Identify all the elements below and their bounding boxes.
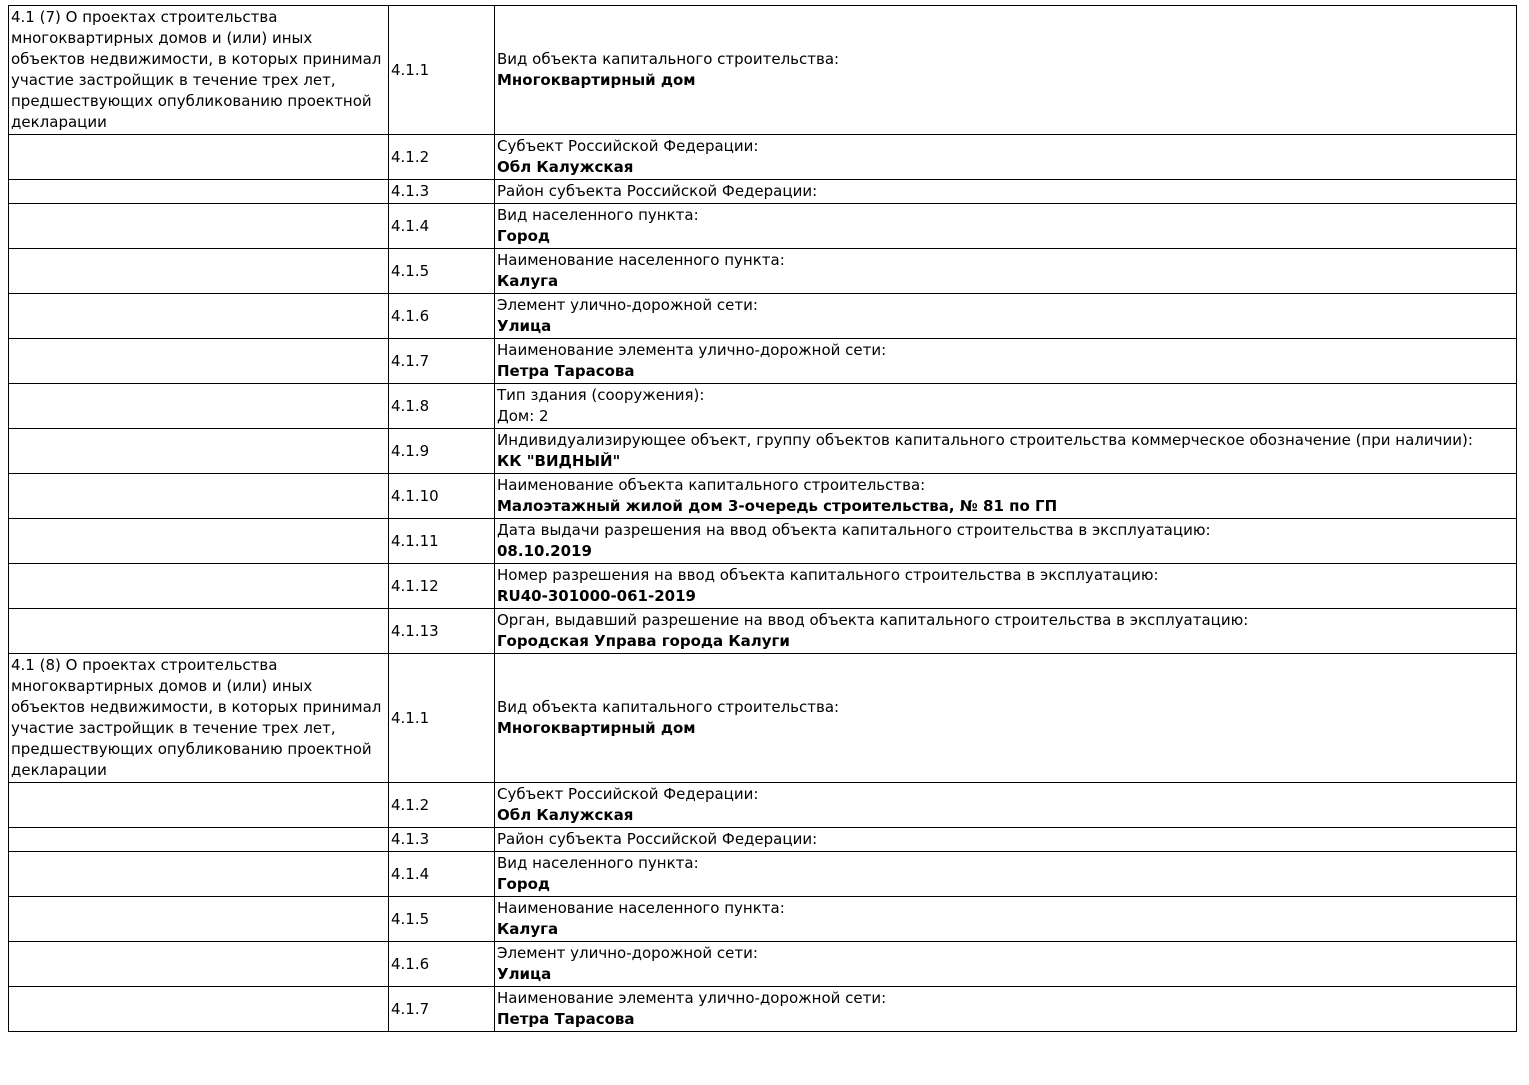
- field-label: Наименование населенного пункта:: [497, 251, 785, 269]
- table-row: [9, 294, 1517, 339]
- table-row: [9, 474, 1517, 519]
- row-number: 4.1.10: [389, 474, 495, 519]
- row-number: 4.1.13: [389, 609, 495, 654]
- row-number: 4.1.4: [389, 204, 495, 249]
- field-value: Городская Управа города Калуги: [497, 632, 790, 650]
- section-description-cell: [9, 474, 389, 519]
- section-description-cell: [9, 852, 389, 897]
- row-content-cell: [495, 564, 1517, 609]
- row-number: 4.1.12: [389, 564, 495, 609]
- field-value: Обл Калужская: [497, 806, 634, 824]
- row-content-cell: [495, 339, 1517, 384]
- table-row: [9, 429, 1517, 474]
- field-value: Улица: [497, 317, 552, 335]
- table-row: [9, 654, 1517, 783]
- row-content-cell: [495, 249, 1517, 294]
- section-description-cell: [9, 339, 389, 384]
- field-label: Субъект Российской Федерации:: [497, 137, 759, 155]
- row-content-cell: [495, 987, 1517, 1032]
- table-row: [9, 339, 1517, 384]
- row-content-cell: [495, 135, 1517, 180]
- table-row: [9, 519, 1517, 564]
- row-number: 4.1.5: [389, 897, 495, 942]
- row-number: 4.1.7: [389, 339, 495, 384]
- row-content-cell: [495, 294, 1517, 339]
- field-value: Калуга: [497, 272, 559, 290]
- field-label: Вид объекта капитального строительства:: [497, 698, 840, 716]
- row-content-cell: [495, 783, 1517, 828]
- field-value: Петра Тарасова: [497, 1010, 635, 1028]
- row-content-cell: [495, 897, 1517, 942]
- table-row: [9, 384, 1517, 429]
- row-number: 4.1.9: [389, 429, 495, 474]
- row-content-cell: [495, 609, 1517, 654]
- field-value: RU40-301000-061-2019: [497, 587, 696, 605]
- row-number: 4.1.3: [389, 828, 495, 852]
- row-content-cell: [495, 180, 1517, 204]
- row-content-cell: [495, 384, 1517, 429]
- row-number: 4.1.1: [389, 6, 495, 135]
- section-description: 4.1 (8) О проектах строительства многоквартирных домов и (или) иных объектов недвижимости, в которых принимал участие застройщик в течение трех лет, предшествующих опубликованию проектной декларации: [9, 654, 389, 783]
- field-label: Район субъекта Российской Федерации:: [497, 182, 818, 200]
- field-value: Обл Калужская: [497, 158, 634, 176]
- field-label: Район субъекта Российской Федерации:: [497, 830, 818, 848]
- table-row: [9, 897, 1517, 942]
- table-row: [9, 783, 1517, 828]
- field-label: Вид населенного пункта:: [497, 854, 699, 872]
- row-number: 4.1.5: [389, 249, 495, 294]
- section-description-cell: [9, 180, 389, 204]
- section-description-cell: [9, 609, 389, 654]
- table-row: [9, 987, 1517, 1032]
- table-row: [9, 564, 1517, 609]
- field-value: Улица: [497, 965, 552, 983]
- row-content-cell: [495, 429, 1517, 474]
- section-description-cell: [9, 987, 389, 1032]
- field-label: Элемент улично-дорожной сети:: [497, 944, 758, 962]
- section-description-cell: [9, 783, 389, 828]
- row-content-cell: [495, 6, 1517, 135]
- table-row: [9, 942, 1517, 987]
- field-value: Город: [497, 875, 551, 893]
- table-row: [9, 6, 1517, 135]
- table-row: [9, 828, 1517, 852]
- row-number: 4.1.3: [389, 180, 495, 204]
- section-description-cell: [9, 204, 389, 249]
- row-content-cell: [495, 204, 1517, 249]
- field-label: Тип здания (сооружения):: [497, 386, 705, 404]
- table-row: [9, 135, 1517, 180]
- field-label: Наименование элемента улично-дорожной сети:: [497, 989, 887, 1007]
- row-content-cell: [495, 519, 1517, 564]
- table-row: [9, 609, 1517, 654]
- row-number: 4.1.6: [389, 942, 495, 987]
- field-value: Петра Тарасова: [497, 362, 635, 380]
- field-value: Многоквартирный дом: [497, 71, 696, 89]
- field-label: Вид населенного пункта:: [497, 206, 699, 224]
- row-content-cell: [495, 474, 1517, 519]
- field-value: Дом: 2: [497, 407, 549, 425]
- row-number: 4.1.4: [389, 852, 495, 897]
- table-row: [9, 180, 1517, 204]
- row-number: 4.1.8: [389, 384, 495, 429]
- field-label: Вид объекта капитального строительства:: [497, 50, 840, 68]
- field-label: Субъект Российской Федерации:: [497, 785, 759, 803]
- section-description: 4.1 (7) О проектах строительства многоквартирных домов и (или) иных объектов недвижимости, в которых принимал участие застройщик в течение трех лет, предшествующих опубликованию проектной декларации: [9, 6, 389, 135]
- field-value: Малоэтажный жилой дом 3-очередь строительства, № 81 по ГП: [497, 497, 1058, 515]
- field-value: Калуга: [497, 920, 559, 938]
- row-number: 4.1.7: [389, 987, 495, 1032]
- row-number: 4.1.2: [389, 783, 495, 828]
- section-description-cell: [9, 564, 389, 609]
- section-description-cell: [9, 519, 389, 564]
- row-number: 4.1.2: [389, 135, 495, 180]
- section-description-cell: [9, 384, 389, 429]
- table-row: [9, 204, 1517, 249]
- field-label: Наименование элемента улично-дорожной сети:: [497, 341, 887, 359]
- section-description-cell: [9, 942, 389, 987]
- field-label: Индивидуализирующее объект, группу объектов капитального строительства коммерческое обозначение (при наличии):: [497, 431, 1473, 449]
- table-row: [9, 852, 1517, 897]
- table-row: [9, 249, 1517, 294]
- declaration-table: [8, 5, 1517, 1032]
- row-content-cell: [495, 828, 1517, 852]
- row-number: 4.1.11: [389, 519, 495, 564]
- section-description-cell: [9, 249, 389, 294]
- row-content-cell: [495, 654, 1517, 783]
- field-value: КК "ВИДНЫЙ": [497, 452, 621, 470]
- section-description-cell: [9, 429, 389, 474]
- field-value: Многоквартирный дом: [497, 719, 696, 737]
- section-description-cell: [9, 897, 389, 942]
- field-value: 08.10.2019: [497, 542, 592, 560]
- field-label: Элемент улично-дорожной сети:: [497, 296, 758, 314]
- row-number: 4.1.1: [389, 654, 495, 783]
- section-description-cell: [9, 135, 389, 180]
- row-content-cell: [495, 942, 1517, 987]
- row-number: 4.1.6: [389, 294, 495, 339]
- field-label: Номер разрешения на ввод объекта капитального строительства в эксплуатацию:: [497, 566, 1159, 584]
- field-label: Наименование населенного пункта:: [497, 899, 785, 917]
- field-label: Наименование объекта капитального строительства:: [497, 476, 926, 494]
- field-label: Орган, выдавший разрешение на ввод объекта капитального строительства в эксплуатацию:: [497, 611, 1249, 629]
- section-description-cell: [9, 294, 389, 339]
- row-content-cell: [495, 852, 1517, 897]
- section-description-cell: [9, 828, 389, 852]
- field-label: Дата выдачи разрешения на ввод объекта капитального строительства в эксплуатацию:: [497, 521, 1211, 539]
- field-value: Город: [497, 227, 551, 245]
